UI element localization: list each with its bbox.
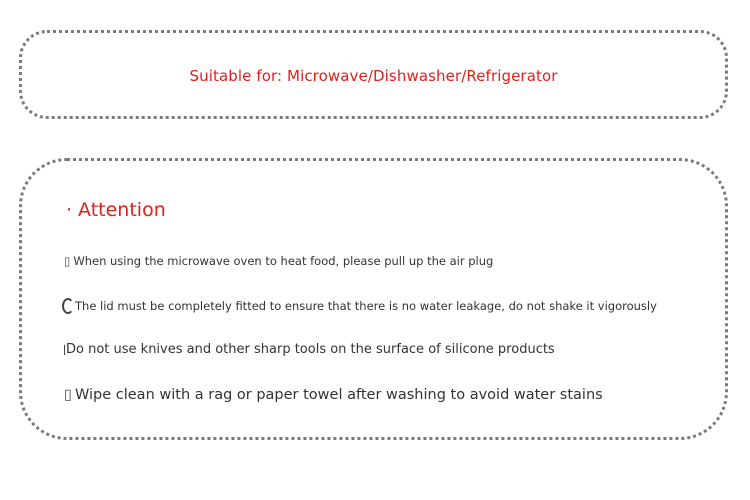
- note-text: Wipe clean with a rag or paper towel after washing to avoid water stains: [74, 387, 603, 403]
- attention-heading: [66, 199, 166, 221]
- note-item-2: [64, 298, 657, 314]
- box-glyph-icon: ▯: [64, 254, 71, 268]
- note-text: The lid must be completely fitted to ensure that there is no water leakage, do not shake it vigorously: [75, 299, 657, 313]
- note-item-4: [64, 387, 603, 403]
- suitable-for-text: Suitable for: Microwave/Dishwasher/Refrigerator: [189, 67, 558, 85]
- attention-panel: [19, 158, 728, 440]
- note-item-3: [64, 342, 555, 357]
- attention-title: Attention: [78, 199, 166, 221]
- note-item-1: [64, 254, 493, 268]
- ring-icon: [62, 298, 74, 314]
- note-text: Do not use knives and other sharp tools on the surface of silicone products: [66, 342, 555, 357]
- bullet-dot: ·: [66, 199, 73, 221]
- bar-icon: [64, 345, 65, 355]
- suitable-panel: [19, 30, 728, 119]
- note-text: When using the microwave oven to heat food, please pull up the air plug: [73, 254, 494, 268]
- box-glyph-icon: ▯: [64, 387, 72, 403]
